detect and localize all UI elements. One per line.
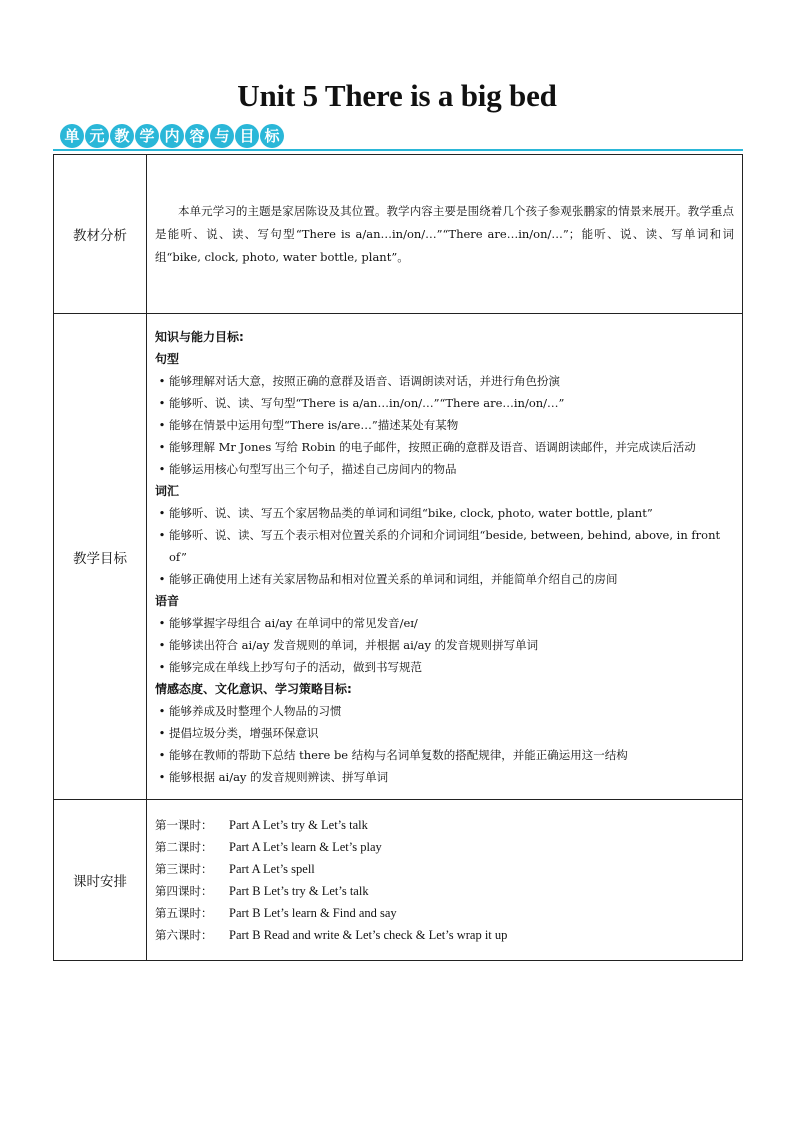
section-banner xyxy=(60,124,284,148)
sentence-heading: 句型 xyxy=(155,351,180,366)
phonics-heading: 语音 xyxy=(155,593,180,608)
banner-char: 内 xyxy=(160,124,184,148)
objectives-cell xyxy=(147,314,743,800)
schedule-cell xyxy=(147,800,743,961)
banner-char: 标 xyxy=(260,124,284,148)
banner-char: 容 xyxy=(185,124,209,148)
list-item: • 能够听、说、读、写五个表示相对位置关系的介词和介词词组“beside, between, behind, above, in front of” xyxy=(158,527,721,564)
list-item: • 能够理解对话大意，按照正确的意群及语音、语调朗读对话，并进行角色扮演 xyxy=(158,373,560,388)
list-item: • 能够理解 Mr Jones 写给 Robin 的电子邮件，按照正确的意群及语音、语调朗读邮件，并完成读后活动 xyxy=(158,439,696,454)
list-item: • 能够在教师的帮助下总结 there be 结构与名词单复数的搭配规律，并能正确运用这一结构 xyxy=(158,747,628,762)
schedule-label: 课时安排 xyxy=(54,800,147,961)
list-item: • 能够正确使用上述有关家居物品和相对位置关系的单词和词组，并能简单介绍自己的房间 xyxy=(158,571,618,586)
banner-underline xyxy=(53,149,743,151)
list-item: • 能够听、说、读、写五个家居物品类的单词和词组“bike, clock, photo, water bottle, plant” xyxy=(158,505,653,520)
schedule-row xyxy=(54,800,743,961)
analysis-label: 教材分析 xyxy=(54,155,147,314)
list-item: • 能够养成及时整理个人物品的习惯 xyxy=(158,703,342,718)
banner-char: 教 xyxy=(110,124,134,148)
vocab-heading: 词汇 xyxy=(155,483,180,498)
objectives-row xyxy=(54,314,743,800)
list-item: • 能够根据 ai/ay 的发音规则辨读、拼写单词 xyxy=(158,769,389,784)
list-item: • 能够完成在单线上抄写句子的活动，做到书写规范 xyxy=(158,659,422,674)
schedule-item: 第一课时： Part A Let’s try & Let’s talk xyxy=(155,818,368,832)
list-item: • 能够在情景中运用句型“There is/are…”描述某处有某物 xyxy=(158,417,459,432)
banner-char: 与 xyxy=(210,124,234,148)
banner-char: 单 xyxy=(60,124,84,148)
banner-char: 学 xyxy=(135,124,159,148)
list-item: • 能够运用核心句型写出三个句子，描述自己房间内的物品 xyxy=(158,461,457,476)
banner-char: 目 xyxy=(235,124,259,148)
analysis-row xyxy=(54,155,743,314)
list-item: • 提倡垃圾分类，增强环保意识 xyxy=(158,725,319,740)
schedule-item: 第四课时： Part B Let’s try & Let’s talk xyxy=(155,884,369,898)
affect-heading: 情感态度、文化意识、学习策略目标: xyxy=(155,681,352,696)
knowledge-heading: 知识与能力目标: xyxy=(155,329,244,344)
schedule-item: 第五课时： Part B Let’s learn & Find and say xyxy=(155,906,397,920)
unit-plan-table xyxy=(53,154,743,961)
banner-char: 元 xyxy=(85,124,109,148)
page-title: Unit 5 There is a big bed xyxy=(237,78,557,113)
schedule-item: 第六课时： Part B Read and write & Let’s check & Let’s wrap it up xyxy=(155,928,508,942)
list-item: • 能够听、说、读、写句型“There is a/an…in/on/…”“There are…in/on/…” xyxy=(158,395,565,410)
analysis-text: 本单元学习的主题是家居陈设及其位置。教学内容主要是围绕着几个孩子参观张鹏家的情景来展开。教学重点是能听、说、读、写句型“There is a/an…in/on/…”“There are…in/on/…”；能听、说、读、写单词和词组“bike, clock, photo, water bottle, plant”。 xyxy=(155,203,734,264)
schedule-item: 第三课时： Part A Let’s spell xyxy=(155,862,315,876)
schedule-item: 第二课时： Part A Let’s learn & Let’s play xyxy=(155,840,382,854)
list-item: • 能够掌握字母组合 ai/ay 在单词中的常见发音/eɪ/ xyxy=(158,615,418,630)
objectives-label: 教学目标 xyxy=(54,314,147,800)
analysis-cell xyxy=(147,155,743,314)
list-item: • 能够读出符合 ai/ay 发音规则的单词，并根据 ai/ay 的发音规则拼写单词 xyxy=(158,637,539,652)
